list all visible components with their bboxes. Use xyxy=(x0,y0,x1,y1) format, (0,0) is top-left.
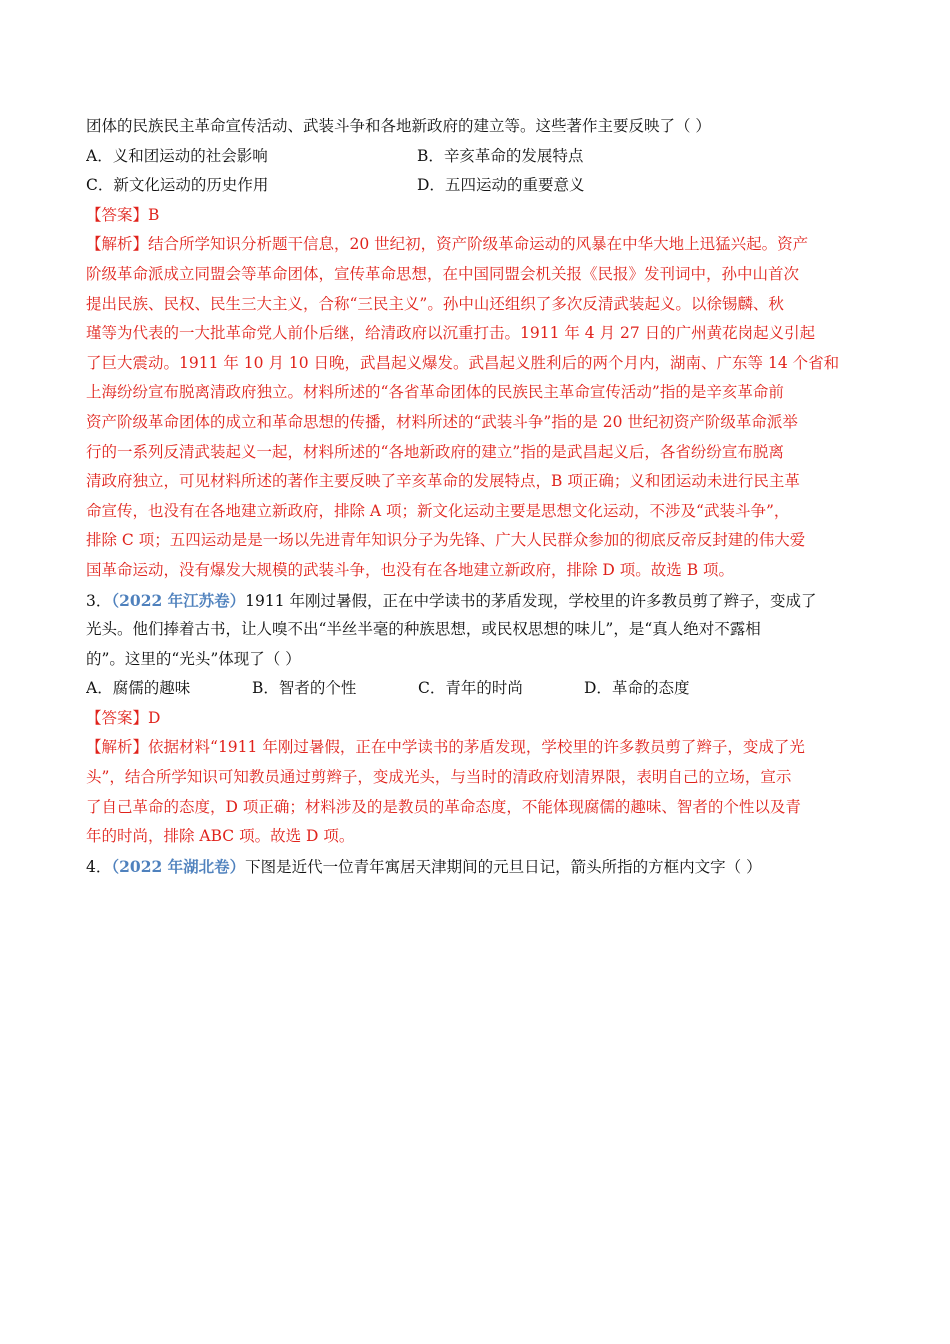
q2-option-a[interactable]: A．义和团运动的社会影响 xyxy=(86,146,268,165)
q2-option-b[interactable]: B．辛亥革命的发展特点 xyxy=(417,146,584,165)
q2-option-c[interactable]: C．新文化运动的历史作用 xyxy=(86,176,269,195)
q2-analysis: 【解析】结合所学知识分析题干信息，20 世纪初，资产阶级革命运动的风暴在中华大地上迅猛兴起。资产 阶级革命派成立同盟会等革命团体，宣传革命思想，在中国同盟会机关报《民报》发刊词中，孙中山首次 提出民族、民权、民生三大主义，合称“三民主义”。孙中山还组织了多次反清武装起义。以徐锡麟、秋 瑾等为代表的一大批革命党人前仆后继，给清政府以沉重打击。1911 年 4 月 27 日的广州黄花岗起义引起 了巨大震动。1911 年 10 月 10 日晚，武昌起义爆发。武昌起义胜利后的两个月内，湖南、广东等 14 个省和 上海纷纷宣布脱离清政府独立。材料所述的“各省革命团体的民族民主革命宣传活动”指的是辛亥革命前 资产阶级革命团体的成立和革命思想的传播，材料所述的“武装斗争”指的是 20 世纪初资产阶级革命派举 行的一系列反清武装起义一起，材料所述的“各地新政府的建立”指的是武昌起义后，各省纷纷宣布脱离 清政府独立，可见材料所述的著作主要反映了辛亥革命的发展特点，B 项正确；义和团运动未进行民主革 命宣传，也没有在各地建立新政府，排除 A 项；新文化运动主要是思想文化运动，不涉及“武装斗争”， 排除 C 项；五四运动是是一场以先进青年知识分子为先锋、广大人民群众参加的彻底反帝反封建的伟大爱 国革命运动，没有爆发大规模的武装斗争，也没有在各地建立新政府，排除 D 项。故选 B 项。 xyxy=(86,235,840,579)
q2-answer xyxy=(86,201,866,231)
q4-stem: 下图是近代一位青年寓居天津期间的元旦日记，箭头所指的方框内文字（ ） xyxy=(245,857,762,876)
q3-answer-label: 【答案】 xyxy=(86,708,149,727)
q3-options-row xyxy=(86,674,866,704)
q4-number: 4． xyxy=(86,857,112,876)
question-3: 3．（2022 年江苏卷）1911 年刚过暑假，正在中学读书的茅盾发现，学校里的许多教员剪了辫子，变成了 光头。他们捧着古书，让人嗅不出“半丝半毫的种族思想，或民权思想的味儿”，是“真人绝对不露相 的”。这里的“光头”体现了（ ） xyxy=(86,590,817,668)
q3-option-d[interactable]: D．革命的态度 xyxy=(584,679,690,698)
q2-options-row-2 xyxy=(86,171,866,201)
q3-option-b[interactable]: B．智者的个性 xyxy=(252,679,357,698)
q3-answer xyxy=(86,704,866,734)
q3-option-c[interactable]: C．青年的时尚 xyxy=(418,679,523,698)
q3-option-a[interactable]: A．腐儒的趣味 xyxy=(86,679,191,698)
q2-stem-tail: 团体的民族民主革命宣传活动、武装斗争和各地新政府的建立等。这些著作主要反映了（ ） xyxy=(86,117,711,135)
q3-answer-value: D xyxy=(148,708,161,727)
q2-answer-value: B xyxy=(148,205,160,224)
q3-analysis-label: 【解析】 xyxy=(86,738,149,757)
q2-options-row-1 xyxy=(86,142,866,172)
q3-number: 3． xyxy=(86,591,112,610)
document-page xyxy=(86,112,866,881)
q3-source: （2022 年江苏卷） xyxy=(111,590,246,610)
q2-analysis-label: 【解析】 xyxy=(86,235,149,254)
q4-source: （2022 年湖北卷） xyxy=(111,856,246,876)
q2-option-d[interactable]: D．五四运动的重要意义 xyxy=(417,176,585,195)
q2-answer-label: 【答案】 xyxy=(86,205,149,224)
question-4 xyxy=(86,852,866,882)
q3-analysis: 【解析】依据材料“1911 年刚过暑假，正在中学读书的茅盾发现，学校里的许多教员剪了辫子，变成了光 头”，结合所学知识可知教员通过剪辫子，变成光头，与当时的清政府划清界限，表明自己的立场，宣示 了自己革命的态度，D 项正确；材料涉及的是教员的革命态度，不能体现腐儒的趣味、智者的个性以及青 年的时尚，排除 ABC 项。故选 D 项。 xyxy=(86,738,805,846)
